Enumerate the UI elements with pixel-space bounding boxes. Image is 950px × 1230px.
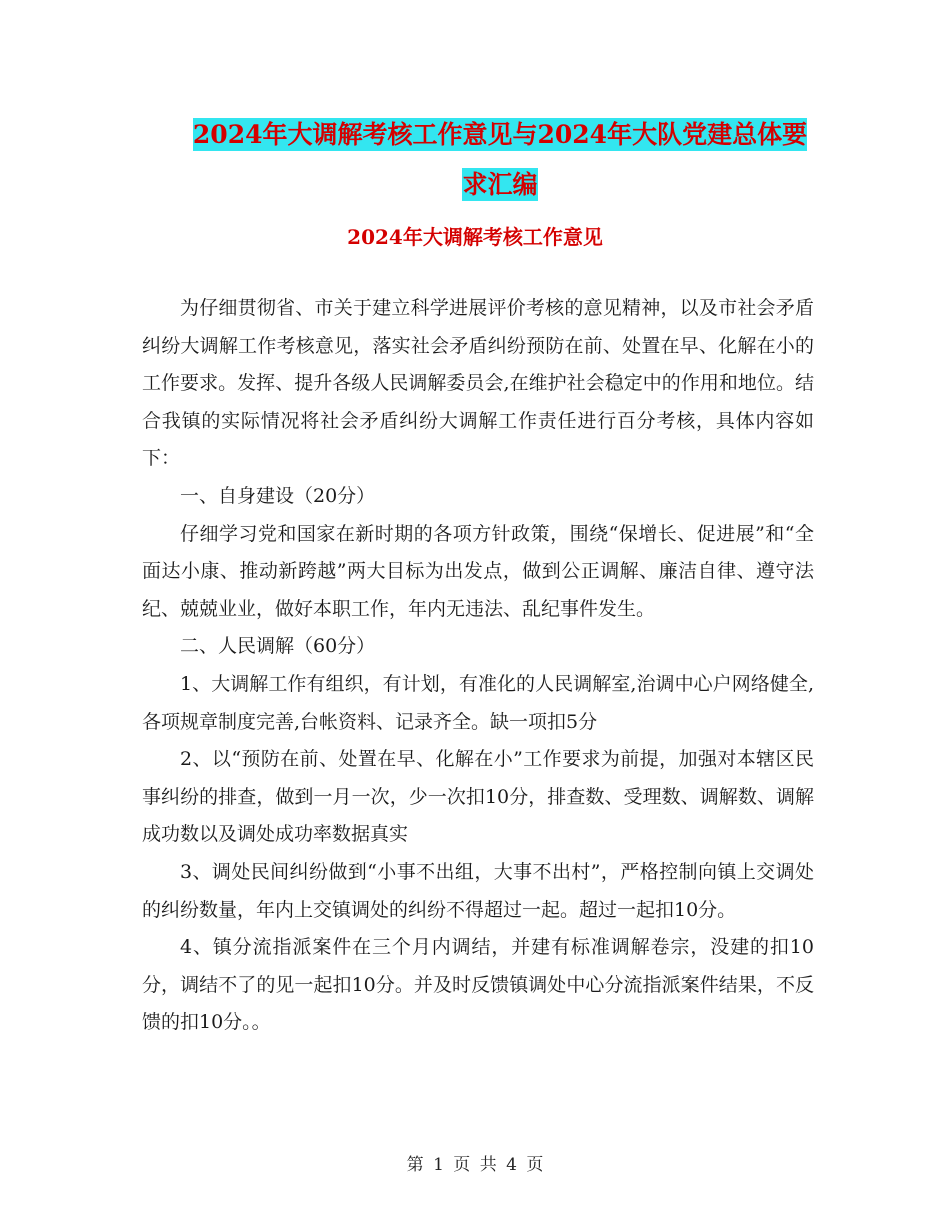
- paragraph-item-1: 1、大调解工作有组织，有计划，有准化的人民调解室,治调中心户网络健全,各项规章制度完善,台帐资料、记录齐全。缺一项扣5分: [142, 672, 814, 733]
- paragraph-self-building: 仔细学习党和国家在新时期的各项方针政策，围绕“保增长、促进展”和“全面达小康、推动新跨越”两大目标为出发点，做到公正调解、廉洁自律、遵守法纪、兢兢业业，做好本职工作，年内无违法、乱纪事件发生。: [142, 522, 814, 620]
- paragraph-intro: 为仔细贯彻省、市关于建立科学进展评价考核的意见精神，以及市社会矛盾纠纷大调解工作考核意见，落实社会矛盾纠纷预防在前、处置在早、化解在小的工作要求。发挥、提升各级人民调解委员会,在维护社会稳定中的作用和地位。结合我镇的实际情况将社会矛盾纠纷大调解工作责任进行百分考核，具体内容如下：: [142, 297, 814, 470]
- paragraph-item-2: 2、以“预防在前、处置在早、化解在小”工作要求为前提，加强对本辖区民事纠纷的排查，做到一月一次，少一次扣10分，排查数、受理数、调解数、调解成功数以及调处成功率数据真实: [142, 748, 814, 846]
- page-footer: 第 1 页 共 4 页: [406, 1155, 544, 1175]
- paragraph-item-4: 4、镇分流指派案件在三个月内调结，并建有标准调解卷宗，没建的扣10分，调结不了的见一起扣10分。并及时反馈镇调处中心分流指派案件结果，不反馈的扣10分。。: [142, 936, 814, 1034]
- paragraph-item-3: 3、调处民间纠纷做到“小事不出组，大事不出村”，严格控制向镇上交调处的纠纷数量，年内上交镇调处的纠纷不得超过一起。超过一起扣10分。: [142, 860, 814, 921]
- document-body: [142, 290, 814, 1042]
- section-title: 2024年大调解考核工作意见: [347, 225, 603, 249]
- document-title-line-2: 求汇编: [462, 170, 538, 199]
- heading-self-building: 一、自身建设（20分）: [180, 484, 376, 507]
- document-title: [150, 110, 850, 210]
- document-title-line-1: 2024年大调解考核工作意见与2024年大队党建总体要: [192, 120, 808, 149]
- heading-people-mediation: 二、人民调解（60分）: [180, 635, 376, 658]
